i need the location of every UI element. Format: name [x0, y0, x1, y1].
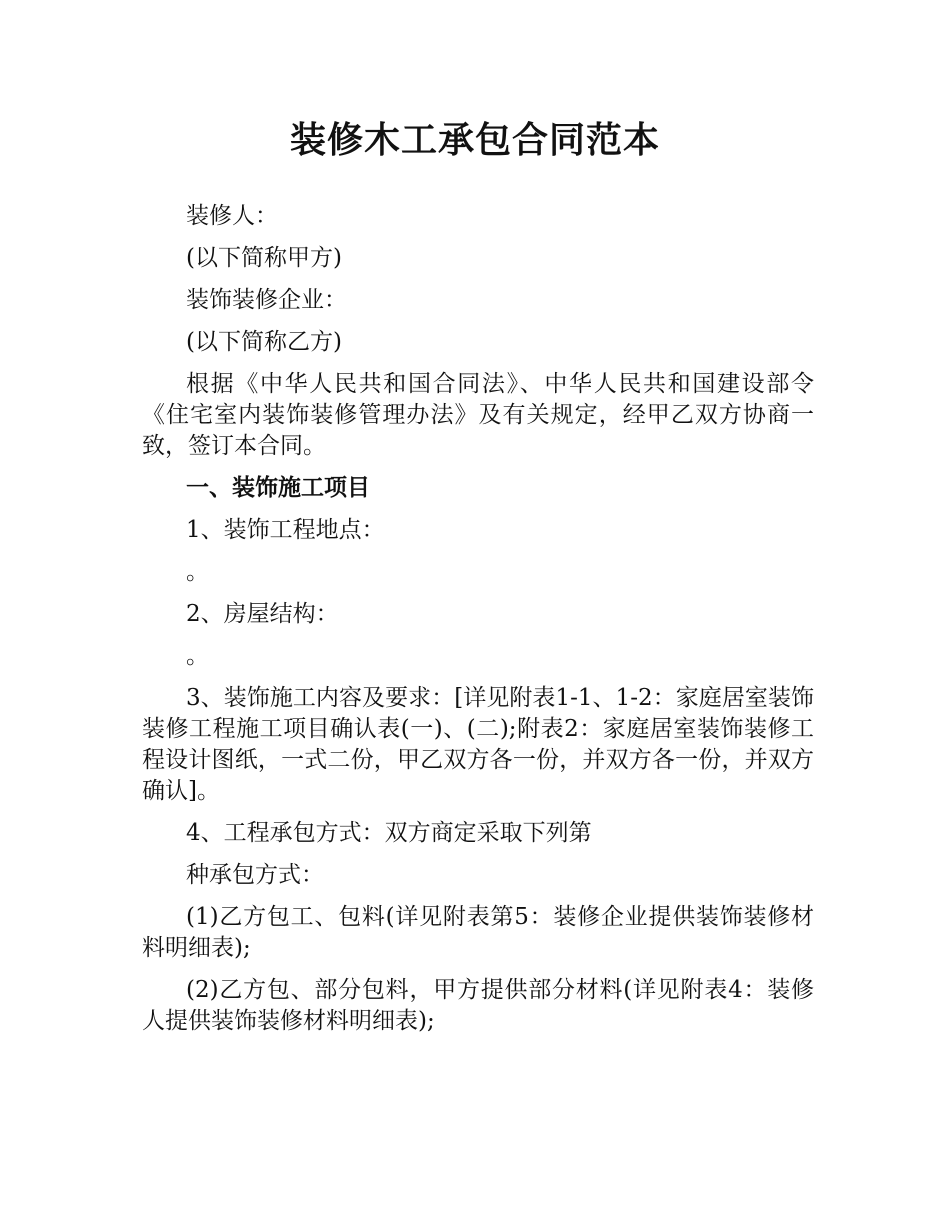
preamble-paragraph: 根据《中华人民共和国合同法》、中华人民共和国建设部令《住宅室内装饰装修管理办法》及有关规定，经甲乙双方协商一致，签订本合同。: [142, 371, 814, 459]
party-b-abbrev: (以下简称乙方): [186, 329, 342, 355]
document-title: 装修木工承包合同范本: [289, 120, 660, 161]
clause-1-location: 1、装饰工程地点：: [186, 517, 385, 543]
clause-1-blank: 。: [186, 559, 209, 585]
clause-4-method-cont: 种承包方式：: [186, 862, 324, 888]
party-a-line: 装修人：: [186, 203, 278, 229]
document-body: [142, 201, 814, 1048]
clause-2-structure: 2、房屋结构：: [186, 601, 339, 627]
clause-2-blank: 。: [186, 643, 209, 669]
section-heading-1: 一、装饰施工项目: [186, 475, 370, 501]
clause-4-method: 4、工程承包方式：双方商定采取下列第: [186, 820, 592, 846]
option-2: (2)乙方包、部分包料，甲方提供部分材料(详见附表4：装修人提供装饰装修材料明细表);: [142, 977, 814, 1034]
option-1: (1)乙方包工、包料(详见附表第5：装修企业提供装饰装修材料明细表);: [142, 904, 814, 961]
party-b-line: 装饰装修企业：: [186, 287, 347, 313]
party-a-abbrev: (以下简称甲方): [186, 245, 342, 271]
clause-3-content: 3、装饰施工内容及要求：[详见附表1-1、1-2：家庭居室装饰装修工程施工项目确认表(一)、(二);附表2：家庭居室装饰装修工程设计图纸，一式二份，甲乙双方各一份，并双方各一份，并双方确认]。: [142, 685, 814, 804]
